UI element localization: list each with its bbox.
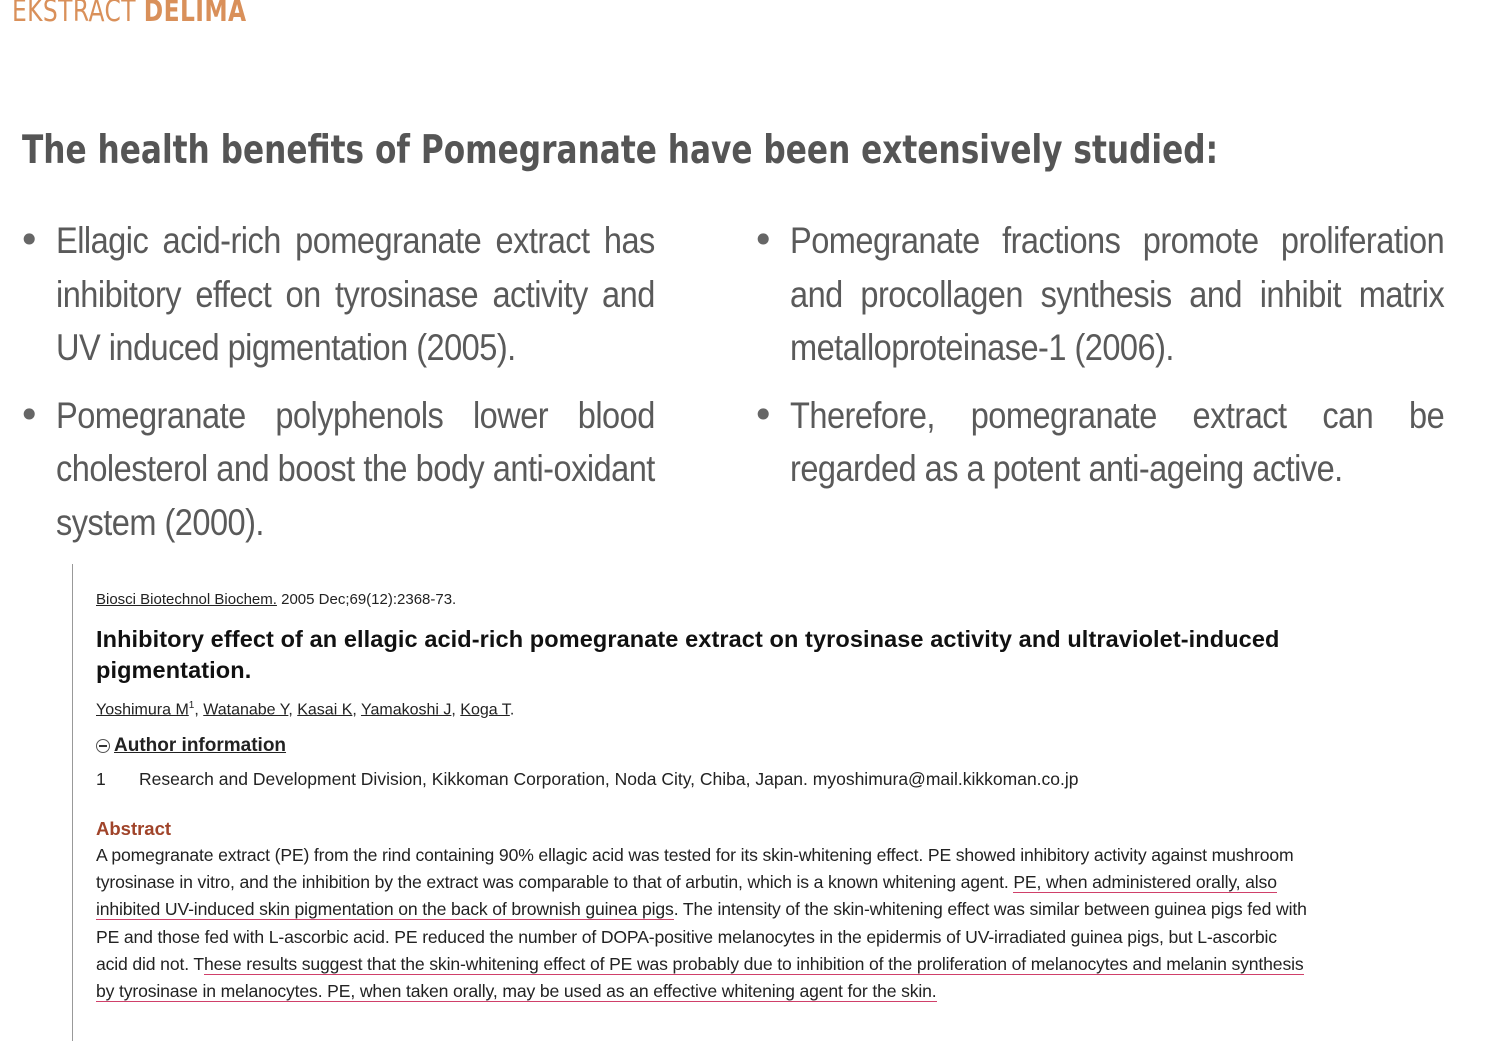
abstract-heading: Abstract: [96, 818, 172, 839]
bullet-list-right: [752, 214, 1452, 510]
brand-part-1: EKSTRACT: [12, 0, 144, 29]
reference-screenshot: [72, 564, 1333, 1041]
author-information-toggle[interactable]: [96, 735, 286, 757]
journal-details: 2005 Dec;69(12):2368-73.: [276, 591, 457, 608]
bullet-dot-icon: •: [752, 218, 775, 262]
author-information-label: Author information: [114, 735, 287, 756]
bullet-text: Pomegranate polyphenols lower blood cholesterol and boost the body anti-oxidant system (2000).: [56, 394, 655, 543]
author-link[interactable]: Yamakoshi J: [360, 701, 452, 719]
author-affiliation-sup: 1: [188, 700, 195, 711]
bullet-dot-icon: •: [752, 392, 775, 437]
affiliation: [96, 769, 1079, 790]
abstract-highlight: PE, when administered orally, also inhibited UV-induced skin pigmentation on the back of brownish guinea pigs: [96, 872, 1277, 920]
bullet-dot-icon: •: [18, 218, 41, 262]
brand-logo: [12, 0, 247, 32]
article-title: Inhibitory effect of an ellagic acid-rich pomegranate extract on tyrosinase activity and ultraviolet-induced pigmentation.: [96, 626, 1280, 683]
bullet-list-left: [18, 214, 655, 563]
page-headline: The health benefits of Pomegranate have been extensively studied:: [22, 128, 1219, 173]
bullet-item: [752, 389, 1452, 496]
author-link[interactable]: Kasai K: [297, 701, 353, 719]
bullet-text: Therefore, pomegranate extract can be regarded as a potent anti-ageing active.: [790, 394, 1445, 489]
bullet-text: Pomegranate fractions promote proliferation and procollagen synthesis and inhibit matrix metalloproteinase-1 (2006).: [790, 220, 1445, 368]
abstract-highlight: hese results suggest that the skin-whitening effect of PE was probably due to inhibition of the proliferation of melanocytes and melanin synthesis by tyrosinase in melanocytes. PE, when taken orally, may be used as an effective whitening agent for the skin.: [96, 953, 1304, 1002]
journal-citation: [96, 591, 456, 608]
bullet-dot-icon: •: [18, 392, 41, 437]
bullet-item: [18, 214, 655, 375]
author-link[interactable]: Yoshimura M: [96, 701, 189, 719]
bullet-text: Ellagic acid-rich pomegranate extract has inhibitory effect on tyrosinase activity and UV induced pigmentation (2005).: [56, 220, 655, 368]
abstract-text: [96, 842, 1311, 1005]
bullet-item: [18, 389, 655, 550]
brand-part-2: DELIMA: [143, 0, 247, 29]
bullet-item: [752, 214, 1452, 375]
author-list: Yoshimura $M^1$, Watanabe Y, Kasai K, Yamakoshi J, Koga T.: [96, 700, 515, 719]
author-link[interactable]: Watanabe Y: [203, 701, 289, 719]
abstract-part: A pomegranate extract (PE) from the rind containing 90% ellagic acid was tested for its skin-whitening effect. PE showed inhibitory activity against mushroom tyrosinase in vitro, and the inhibition by the extract was comparable to that of arbutin, which is a known whitening agent.: [96, 845, 1294, 893]
affiliation-text: Research and Development Division, Kikkoman Corporation, Noda City, Chiba, Japan. myoshimura@mail.kikkoman.co.jp: [139, 769, 1079, 789]
affiliation-number: 1: [96, 769, 106, 789]
abstract-part: . The intensity of the skin-whitening effect was similar between guinea pigs fed with PE and those fed with L-ascorbic acid. PE reduced the number of DOPA-positive melanocytes in the epidermis of UV-irradiated guinea pigs, but L-ascorbic acid did not. T: [96, 899, 1307, 974]
author-link[interactable]: Koga T: [460, 701, 510, 719]
journal-link[interactable]: Biosci Biotechnol Biochem.: [96, 591, 277, 608]
collapse-minus-icon: [96, 739, 110, 753]
